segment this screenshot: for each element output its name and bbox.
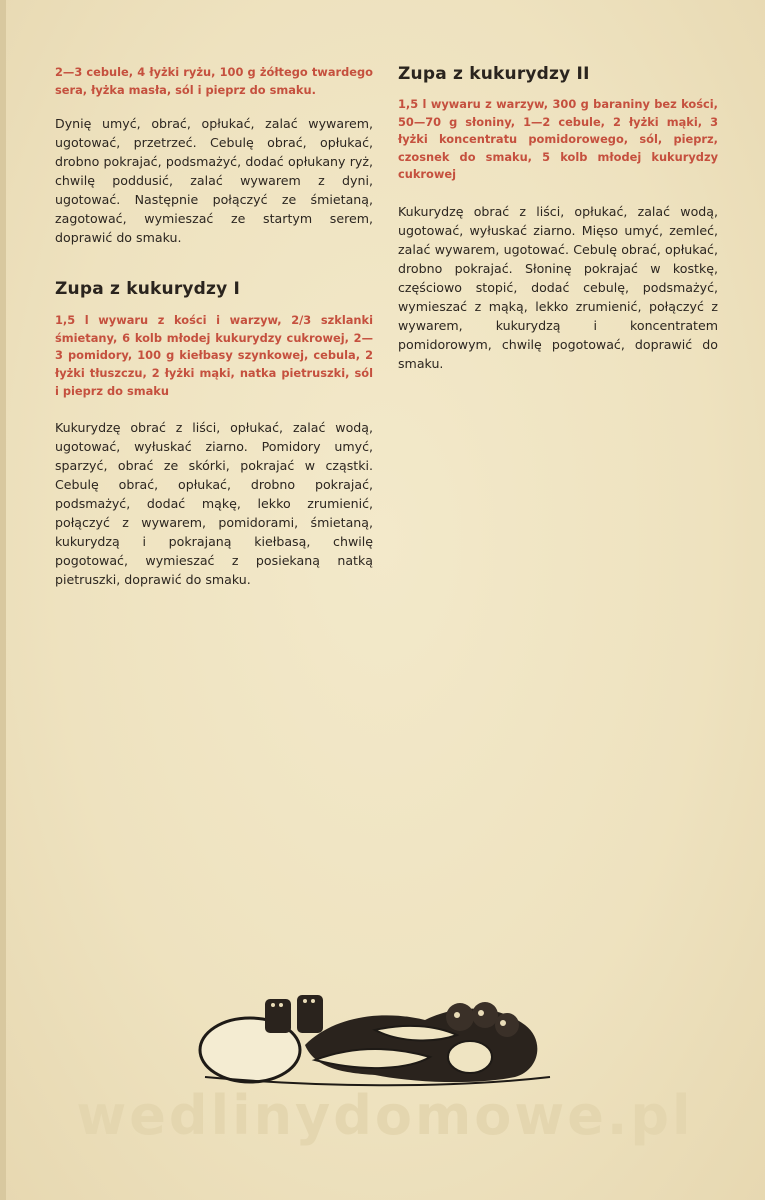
recipe-title-corn-soup-2: Zupa z kukurydzy II [398,64,590,84]
vegetables-illustration [195,985,555,1090]
onion-shape [448,1041,492,1073]
recipe-method-corn-soup-1: Kukurydzę obrać z liści, opłukać, zalać wodą, ugotować, wyłuskać ziarno. Pomidory umyć, sparzyć, obrać ze skórki, pokrajać w cząstki. Cebulę obrać, opłukać, drobno pokrajać, podsmażyć, dodać mąkę, lekko zrumienić, połączyć z wywarem, pomidorami, śmietaną, kukurydzą i pokrajaną kiełbasą, chwilę pogotować, wymieszać z posiekaną natką pietruszki, doprawić do smaku. [55,420,373,588]
recipe-ingredients-corn-soup-1: 1,5 l wywaru z kości i warzyw, 2/3 szklanki śmietany, 6 kolb młodej kukurydzy cukrowej, 2—3 pomidory, 100 g kiełbasy szynkowej, cebula, 2 łyżki tłuszczu, 2 łyżki mąki, natka pietruszki, sól i pieprz do smaku [55,313,373,398]
shaker-right [297,995,323,1033]
recipe-method-corn-soup-2: Kukurydzę obrać z liści, opłukać, zalać wodą, ugotować, wyłuskać ziarno. Mięso umyć, zemleć, zalać wywarem, ugotować. Cebulę obrać, opłukać, drobno pokrajać. Słoninę pokrajać w kostkę, częściowo stopić, dodać cebulę, podsmażyć, wymieszać z mąką, lekko zrumienić, połączyć z wywarem, kukurydzą i koncentratem pomidorowym, chwilę pogotować, doprawić do smaku. [398,203,718,371]
page-edge [0,0,6,1200]
recipe-title-corn-soup-1: Zupa z kukurydzy I [55,279,241,300]
intro-ingredients: 2—3 cebule, 4 łyżki ryżu, 100 g żółtego twardego sera, łyżka masła, sól i pieprz do smaku. [55,65,373,97]
right-column [398,64,718,373]
recipe-ingredients-corn-soup-2: 1,5 l wywaru z warzyw, 300 g baraniny bez kości, 50—70 g słoniny, 1—2 cebule, 2 łyżki mąki, 3 łyżki koncentratu pomidorowego, sól, pieprz, czosnek do smaku, 5 kolb młodej kukurydzy cukrowej [398,97,718,182]
shaker-left [265,999,291,1033]
intro-method: Dynię umyć, obrać, opłukać, zalać wywarem, ugotować, przetrzeć. Cebulę obrać, opłukać, drobno pokrajać, podsmażyć, dodać opłukany ryż, chwilę poddusić, zalać wywarem z dyni, ugotować. Następnie połączyć ze śmietaną, zagotować, wymieszać ze startym serem, doprawić do smaku. [55,116,373,246]
left-column [55,64,373,589]
watermark: wedlinydomowe.pl [76,1084,694,1147]
